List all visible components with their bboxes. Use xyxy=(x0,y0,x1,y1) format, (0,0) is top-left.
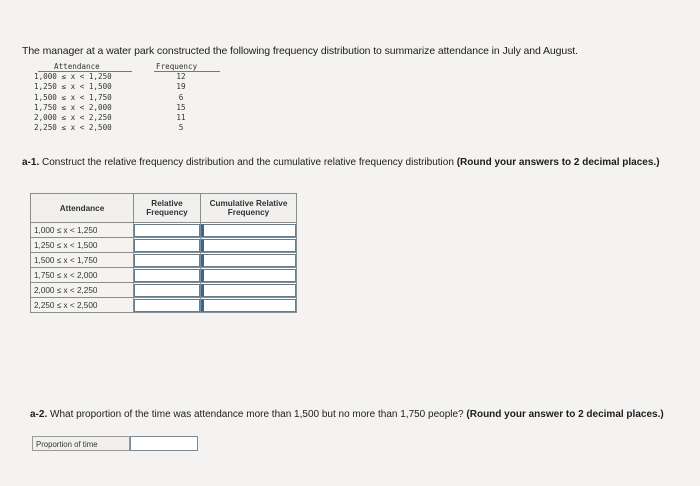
relative-frequency-input[interactable] xyxy=(134,269,200,282)
frequency-value: 19 xyxy=(176,82,186,92)
cumulative-frequency-header xyxy=(201,194,297,223)
cumulative-frequency-cell xyxy=(201,298,297,313)
frequency-value: 15 xyxy=(176,102,186,112)
row-label: 1,250 ≤ x < 1,500 xyxy=(31,238,134,253)
attendance-header: Attendance xyxy=(54,62,100,71)
relative-frequency-cell xyxy=(134,268,201,283)
cumulative-frequency-cell xyxy=(201,223,297,238)
row-label: 2,000 ≤ x < 2,250 xyxy=(31,283,134,298)
interval: 1,750 ≤ x < 2,000 xyxy=(34,102,112,112)
cumulative-frequency-cell xyxy=(201,238,297,253)
relative-frequency-cell xyxy=(134,298,201,313)
rounding-note: (Round your answers to 2 decimal places.) xyxy=(456,157,660,168)
question-number: a-1. xyxy=(22,157,40,168)
cumulative-frequency-input[interactable] xyxy=(201,224,296,237)
rounding-note: (Round your answer to 2 decimal places.) xyxy=(466,409,664,420)
cumulative-frequency-cell xyxy=(201,268,297,283)
row-label: 2,250 ≤ x < 2,500 xyxy=(31,298,134,313)
table-row xyxy=(31,253,297,268)
interval: 2,000 ≤ x < 2,250 xyxy=(34,113,112,123)
relative-frequency-input[interactable] xyxy=(134,224,200,237)
relative-frequency-cell xyxy=(134,283,201,298)
cumulative-frequency-input[interactable] xyxy=(201,254,296,267)
table-row xyxy=(31,298,297,313)
question-text: What proportion of the time was attendance more than 1,500 but no more than 1,750 people? xyxy=(47,409,467,420)
cumulative-frequency-cell xyxy=(201,283,297,298)
interval: 1,500 ≤ x < 1,750 xyxy=(34,92,112,102)
relative-frequency-cell xyxy=(134,238,201,253)
relative-frequency-input[interactable] xyxy=(134,239,200,252)
cumulative-frequency-input[interactable] xyxy=(201,269,296,282)
problem-intro: The manager at a water park constructed the following frequency distribution to summarize attendance in July and August. xyxy=(22,45,578,57)
relative-frequency-input[interactable] xyxy=(134,299,200,312)
question-a1 xyxy=(22,157,682,169)
cumulative-frequency-input[interactable] xyxy=(201,284,296,297)
row-label: 1,750 ≤ x < 2,000 xyxy=(31,268,134,283)
interval: 1,250 ≤ x < 1,500 xyxy=(34,82,112,92)
relative-frequency-input[interactable] xyxy=(134,254,200,267)
row-label: 1,500 ≤ x < 1,750 xyxy=(31,253,134,268)
proportion-label: Proportion of time xyxy=(32,436,130,451)
relative-frequency-header xyxy=(134,194,201,223)
frequency-value: 6 xyxy=(178,92,184,102)
question-a2 xyxy=(30,409,670,421)
header-line: Cumulative Relative xyxy=(209,199,288,208)
question-text: Construct the relative frequency distribution and the cumulative relative frequency distribution xyxy=(39,157,457,168)
interval: 2,250 ≤ x < 2,500 xyxy=(34,123,112,133)
row-label: 1,000 ≤ x < 1,250 xyxy=(31,223,134,238)
table-row xyxy=(31,283,297,298)
cumulative-frequency-cell xyxy=(201,253,297,268)
frequency-header: Frequency xyxy=(156,62,198,71)
proportion-input[interactable] xyxy=(130,436,198,451)
cumulative-frequency-input[interactable] xyxy=(201,299,296,312)
cumulative-frequency-input[interactable] xyxy=(201,239,296,252)
interval: 1,000 ≤ x < 1,250 xyxy=(34,72,112,81)
attendance-column-header: Attendance xyxy=(31,194,134,223)
header-line: Frequency xyxy=(227,208,270,217)
frequency-value: 12 xyxy=(176,72,186,81)
answer-table xyxy=(30,193,297,313)
table-row xyxy=(31,223,297,238)
relative-frequency-cell xyxy=(134,253,201,268)
relative-frequency-cell xyxy=(134,223,201,238)
header-line: Relative xyxy=(151,199,183,208)
frequency-value: 5 xyxy=(178,123,184,133)
table-row xyxy=(31,268,297,283)
header-line: Frequency xyxy=(146,208,188,217)
frequency-value: 11 xyxy=(176,113,186,123)
table-row xyxy=(31,238,297,253)
question-number: a-2. xyxy=(30,409,48,420)
relative-frequency-input[interactable] xyxy=(134,284,200,297)
